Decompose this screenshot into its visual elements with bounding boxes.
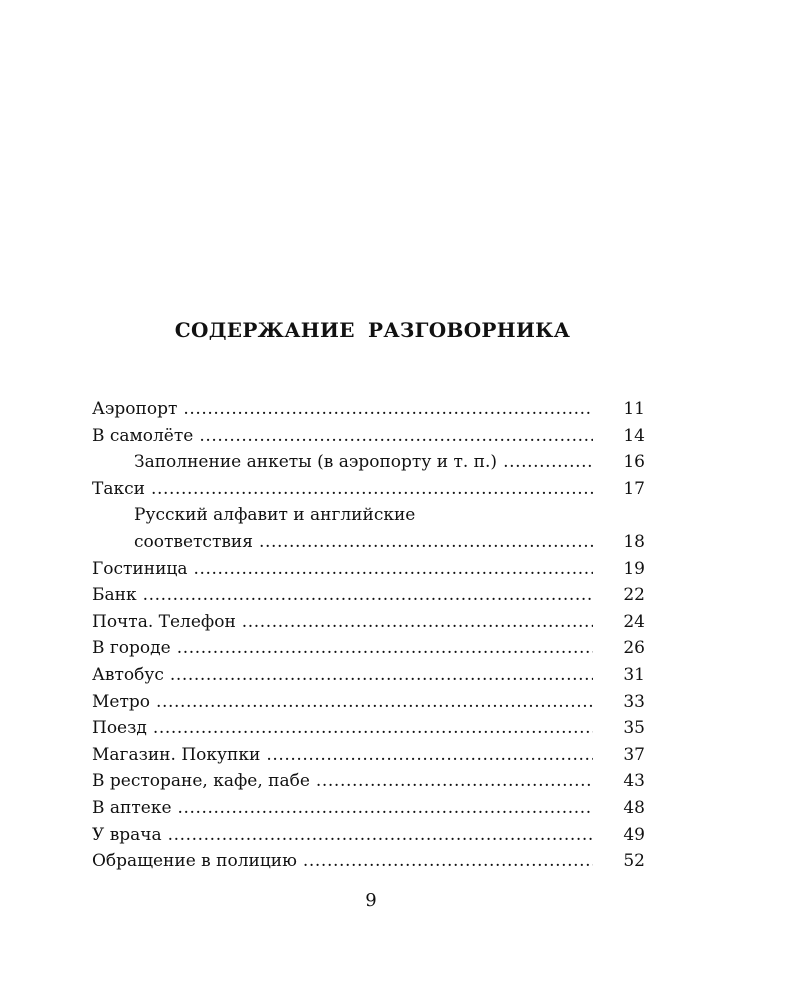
toc-entry	[92, 529, 645, 556]
toc-entry	[92, 768, 645, 795]
toc-entry-title: Автобус .....	[92, 662, 593, 689]
toc-entry-title: Такси .....	[92, 476, 593, 503]
toc-entry-page: 19	[623, 558, 645, 579]
toc-entry-page: 33	[623, 691, 645, 712]
toc-entry-page: 49	[623, 824, 645, 845]
toc-entry-title: соответствия .....	[134, 529, 593, 556]
toc-entry-title: У врача .....	[92, 822, 593, 849]
toc-entry-page: 35	[623, 718, 645, 739]
toc-entry-title: Магазин. Покупки .....	[92, 742, 593, 769]
toc-entry	[92, 662, 645, 689]
toc-entry-page: 48	[623, 797, 645, 818]
toc-entry	[92, 848, 645, 875]
toc-entry-title: В городе .....	[92, 635, 593, 662]
toc-entry-page: 31	[623, 664, 645, 685]
toc-entry-title: Банк .....	[92, 582, 593, 609]
toc-entry-page: 22	[623, 585, 645, 606]
toc-entry	[92, 742, 645, 769]
toc-entry-page: 14	[623, 425, 645, 446]
toc-entry	[92, 449, 645, 476]
toc-entry-page: 52	[623, 851, 645, 872]
toc-entry	[92, 396, 645, 423]
toc-entry	[92, 795, 645, 822]
toc-entry-title: В аптеке .....	[92, 795, 593, 822]
page-title: СОДЕРЖАНИЕ РАЗГОВОРНИКА	[174, 318, 571, 342]
toc-entry-page: 37	[623, 744, 645, 765]
toc-entry-title: Заполнение анкеты (в аэропорту и т. п.) .....	[134, 449, 593, 476]
page-number: 9	[365, 890, 377, 911]
toc-entry-title: Поезд .....	[92, 715, 593, 742]
toc-entry-title: Гостиница .....	[92, 556, 593, 583]
toc-entry	[92, 423, 645, 450]
toc-entry	[92, 715, 645, 742]
toc-entry-title: В ресторане, кафе, пабе .....	[92, 768, 593, 795]
toc-entry-page: 17	[623, 478, 645, 499]
toc-entry	[92, 556, 645, 583]
toc-entry	[92, 502, 645, 529]
toc-entry-page: 16	[623, 452, 645, 473]
toc-entry-page: 11	[623, 399, 645, 419]
toc-entry	[92, 822, 645, 849]
toc-entry-title: Обращение в полицию .....	[92, 848, 593, 875]
toc-entry-title: Почта. Телефон .....	[92, 609, 593, 636]
toc-entry-page: 26	[623, 638, 645, 659]
toc-entry	[92, 476, 645, 503]
toc-entry	[92, 582, 645, 609]
toc-entry-title: В самолёте .....	[92, 423, 593, 450]
toc-entry	[92, 689, 645, 716]
table-of-contents	[92, 396, 645, 875]
toc-entry-page: 43	[623, 771, 645, 792]
toc-entry-page: 18	[623, 531, 645, 552]
toc-entry-title: Аэропорт .....	[92, 396, 593, 423]
toc-entry	[92, 635, 645, 662]
toc-entry-title: Русский алфавит и английские	[134, 505, 416, 526]
toc-entry-title: Метро .....	[92, 689, 593, 716]
toc-entry-page: 24	[623, 611, 645, 632]
toc-entry	[92, 609, 645, 636]
